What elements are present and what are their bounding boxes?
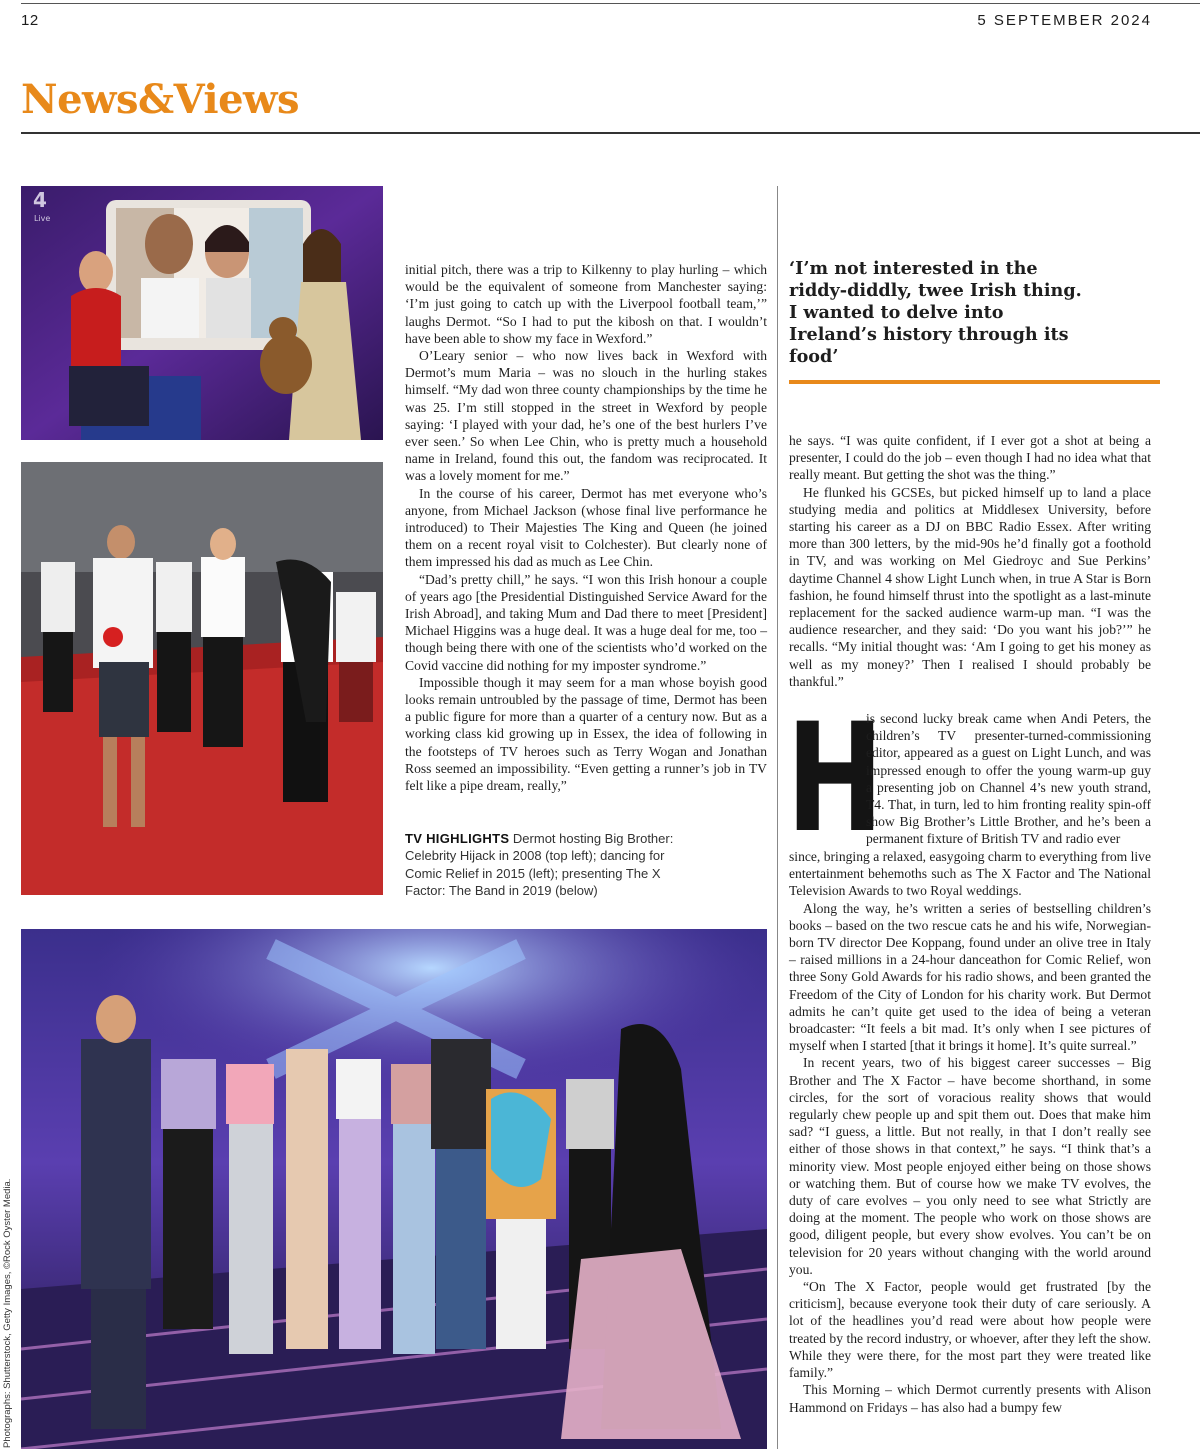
section-rule xyxy=(21,132,1200,134)
drop-cap: H xyxy=(786,692,884,866)
photo-comic-relief-dance xyxy=(21,462,383,895)
photo-x-factor-band xyxy=(21,929,767,1449)
paragraph: Impossible though it may seem for a man whose boyish good looks remain untroubled by the passage of time, Dermot has been a public figure for more than a quarter of a century now. But as a working class kid growing up in Essex, the idea of following in the footsteps of TV heroes such as Terry Wogan and Jonathan Ross seemed an impossibility. “Even getting a runner’s job in TV felt like a pipe dream, really,” xyxy=(405,674,767,794)
paragraph: Along the way, he’s written a series of bestselling children’s books – based on the two rescue cats he and his wife, Norwegian-born TV director Dee Koppang, found under an olive tree in Italy – raised millions in a 24-hour danceathon for Comic Relief, won three Sony Gold Awards for his radio shows, and been granted the Freedom of the City of London for his charity work. But Dermot admits he can’t quite get used to the idea of being a veteran broadcaster: “It feels a bit mad. It’s only when I see pictures of myself when I started [that it brings it home]. It’s quite surreal.” xyxy=(789,900,1151,1054)
live-label: Live xyxy=(34,214,51,223)
paragraph: since, bringing a relaxed, easygoing charm to everything from live entertainment behemoths such as The X Factor and The National Television Awards to two Royal weddings. xyxy=(789,849,1152,899)
caption-text: Dermot hosting Big Brother: Celebrity Hijack in 2008 (top left); dancing for Comic Relief in 2015 (left); presenting The X Factor: The Band in 2019 (below) xyxy=(405,831,674,898)
photo-big-brother-hijack xyxy=(21,186,383,440)
article-column-right-top xyxy=(789,432,1151,690)
paragraph: This Morning – which Dermot currently presents with Alison Hammond on Fridays – has also had a bumpy few xyxy=(789,1382,1151,1415)
article-column-middle xyxy=(405,261,767,794)
photo-x-factor-band-image xyxy=(21,929,767,1449)
pull-quote: ‘I’m not interested in the riddy-diddly, twee Irish thing. I wanted to delve into Ireland’s history through its food’ xyxy=(789,258,1082,367)
channel-logo: 4 xyxy=(33,188,47,212)
photo-comic-relief-dance-image xyxy=(21,462,383,895)
caption-label: TV HIGHLIGHTS xyxy=(405,831,510,846)
pull-quote-rule xyxy=(789,380,1160,384)
article-column-right-bottom xyxy=(789,848,1151,1416)
issue-date: 5 SEPTEMBER 2024 xyxy=(977,12,1152,29)
page-number: 12 xyxy=(21,12,39,29)
article-column-right-dropcap xyxy=(866,710,1151,848)
paragraph: initial pitch, there was a trip to Kilkenny to play hurling – which would be the equivalent of someone from Manchester saying: ‘I’m just going to catch up with the Liverpool football team,’” laughs Dermot. “So I had to put the kibosh on that. I wouldn’t have been able to show my face in Wexford.” xyxy=(405,262,767,346)
paragraph: “Dad’s pretty chill,” he says. “I won this Irish honour a couple of years ago [the Presidential Distinguished Service Award for the Irish Abroad], and taking Mum and Dad there to meet [President] Michael Higgins was a huge deal. It was a huge deal for me, too – though being there with one of the scientists who’d worked on the Covid vaccine did nothing for my imposter syndrome.” xyxy=(405,571,767,673)
paragraph: He flunked his GCSEs, but picked himself up to land a place studying media and politics at Middlesex University, before starting his career as a DJ on BBC Radio Essex. After writing more than 300 letters, by the mid-90s he’d finally got a foothold in TV, and was working on Mel Giedroyc and Sue Perkins’ daytime Channel 4 show Light Lunch when, in true A Star is Born fashion, he found himself thrust into the spotlight as a last-minute replacement for the sacked audience warm-up man. “I was the audience researcher, and they said: ‘Do you want his job?’” he recalls. “My initial thought was: ‘Am I going to get his money as well as my money?’ Then I realised I should probably be thankful.” xyxy=(789,484,1151,689)
paragraph: “On The X Factor, people would get frustrated [by the criticism], because everyone took their duty of care seriously. A lot of the headlines you’d read were about how people were treated by the record industry, or whoever, after they left the show. While they were there, for the most part they were treated like family.” xyxy=(789,1279,1151,1381)
column-divider xyxy=(777,186,778,1449)
section-title: News&Views xyxy=(21,76,300,123)
photo-big-brother-hijack-image xyxy=(21,186,383,440)
paragraph: O’Leary senior – who now lives back in Wexford with Dermot’s mum Maria – was no slouch in the hurling stakes himself. “My dad won three county championships by the time he was 25. I’m still stopped in the street in Wexford by people saying: ‘I played with your dad, he’s one of the best hurlers I’ve ever seen.’ So when Lee Chin, who is pretty much a household name in Ireland, found this out, the fandom was reciprocated. It was a lovely moment for me.” xyxy=(405,348,767,484)
photo-credit: Photographs: Shutterstock, Getty Images, ©Rock Oyster Media. xyxy=(2,1178,13,1448)
top-rule xyxy=(21,3,1200,4)
paragraph: In recent years, two of his biggest career successes – Big Brother and The X Factor – have become shorthand, in some circles, for the sort of voracious reality shows that would regularly chew people up and spit them out. Does that make him sad? “I guess, a little. But not really, in that I don’t really see either of those shows in that context,” he says. “I think that’s a minority view. Most people enjoyed either being on those shows or watching them. But of course how we make TV evolves, the duty of care evolves – you only need to see what Strictly are doing at the moment. The people who work on those shows are good, diligent people, but every show evolves. You can’t be on television for 20 years without changing with the world around you. xyxy=(789,1055,1151,1277)
paragraph: is second lucky break came when Andi Peters, the children’s TV presenter-turned-commissioning editor, appeared as a guest on Light Lunch, and was impressed enough to offer the young warm-up guy a presenting job on Channel 4’s new youth strand, T4. That, in turn, led to him fronting reality spin-off show Big Brother’s Little Brother, and he’s been a permanent fixture of British TV and radio ever xyxy=(866,711,1151,847)
paragraph: he says. “I was quite confident, if I ever got a shot at being a presenter, I could do the job – even though I had no idea what that really meant. But getting the shot was the thing.” xyxy=(789,433,1151,483)
paragraph: In the course of his career, Dermot has met everyone who’s anyone, from Michael Jackson (whose final live performance he introduced) to Their Majesties The King and Queen (he joined them on a recent royal visit to Colchester). But clearly none of them impressed his dad as much as Lee Chin. xyxy=(405,485,767,570)
photo-caption xyxy=(405,830,695,899)
